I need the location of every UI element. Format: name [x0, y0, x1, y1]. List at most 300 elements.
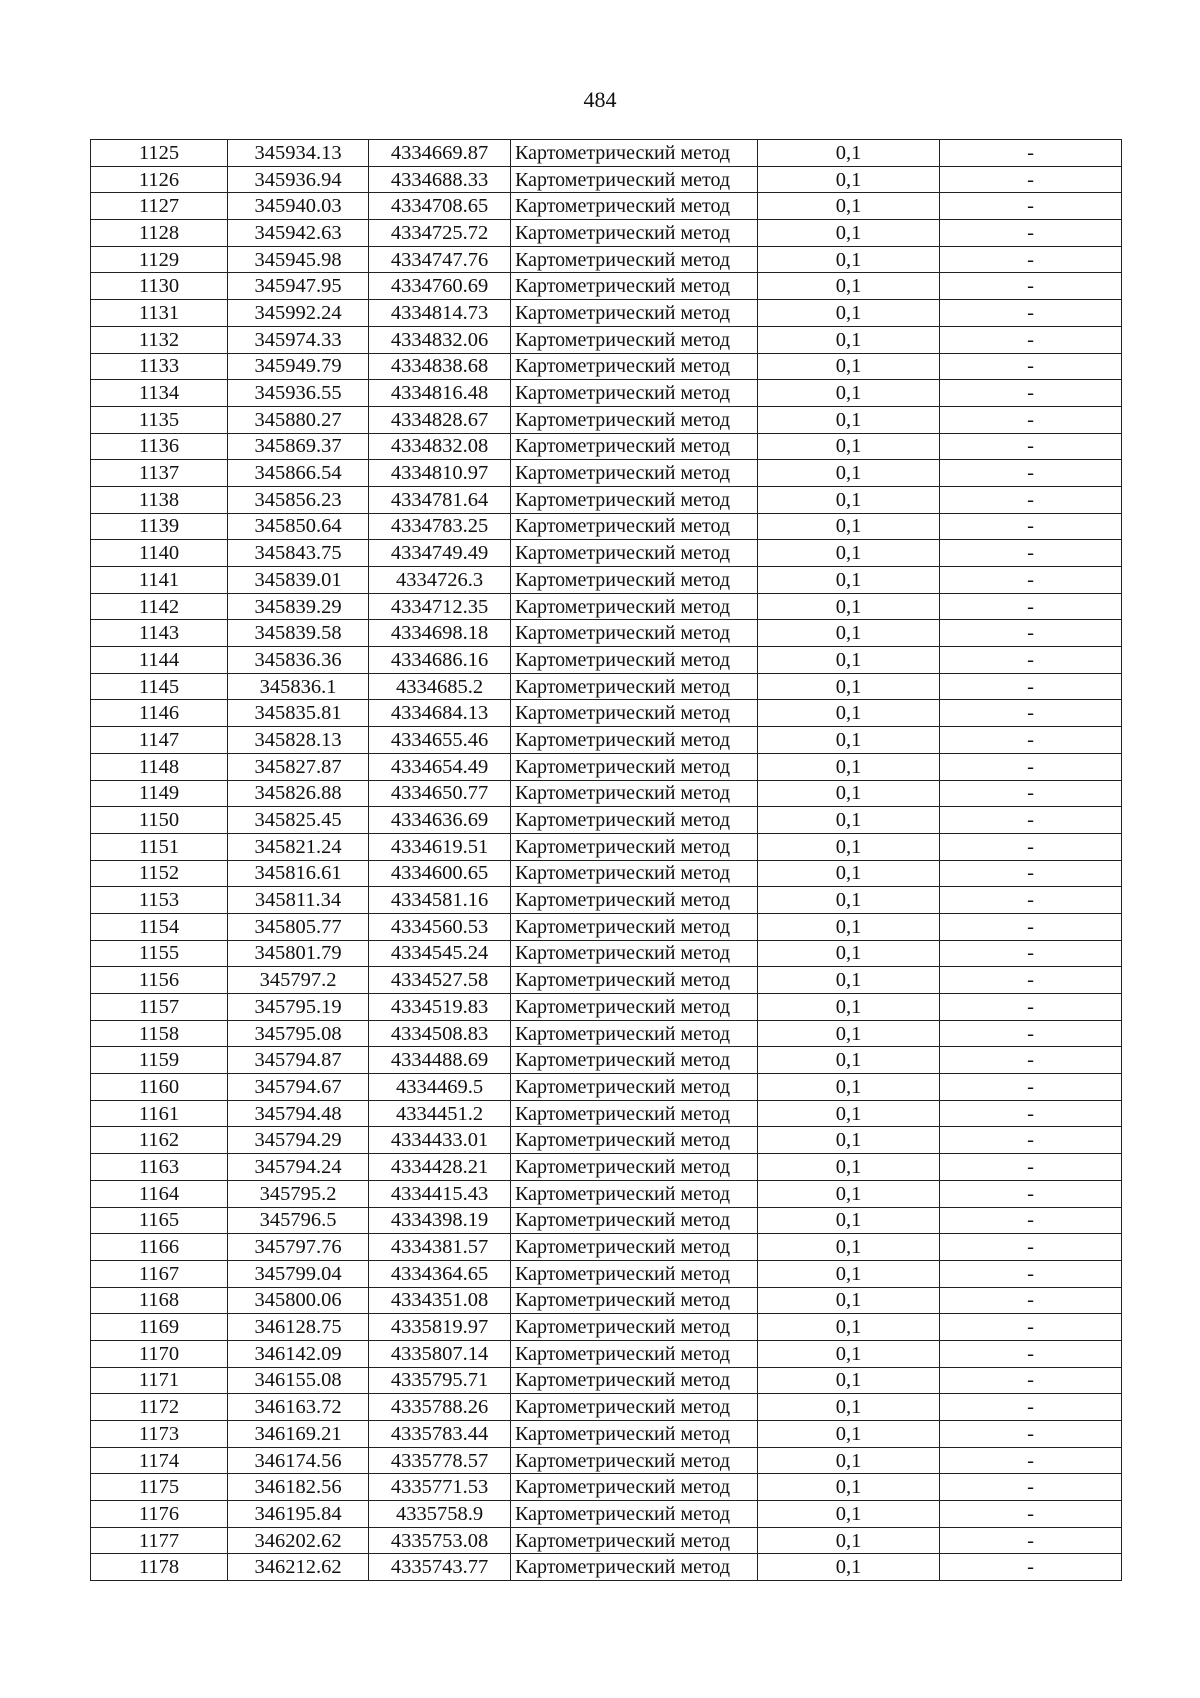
accuracy-cell: 0,1 [758, 1207, 940, 1234]
method-cell: Картометрический метод [511, 326, 758, 353]
y-coordinate-cell: 4334619.51 [369, 833, 511, 860]
x-coordinate-cell: 345947.95 [228, 273, 369, 300]
note-cell: - [940, 1394, 1122, 1421]
accuracy-cell: 0,1 [758, 1367, 940, 1394]
table-row [91, 753, 1122, 780]
accuracy-cell: 0,1 [758, 1020, 940, 1047]
accuracy-cell: 0,1 [758, 300, 940, 327]
method-cell: Картометрический метод [511, 300, 758, 327]
table-row [91, 1207, 1122, 1234]
table-row [91, 1554, 1122, 1581]
point-number-cell: 1169 [91, 1314, 228, 1341]
accuracy-cell: 0,1 [758, 220, 940, 247]
note-cell: - [940, 807, 1122, 834]
y-coordinate-cell: 4334469.5 [369, 1074, 511, 1101]
method-cell: Картометрический метод [511, 353, 758, 380]
accuracy-cell: 0,1 [758, 140, 940, 167]
point-number-cell: 1128 [91, 220, 228, 247]
accuracy-cell: 0,1 [758, 1154, 940, 1181]
accuracy-cell: 0,1 [758, 353, 940, 380]
note-cell: - [940, 460, 1122, 487]
x-coordinate-cell: 345794.87 [228, 1047, 369, 1074]
accuracy-cell: 0,1 [758, 273, 940, 300]
method-cell: Картометрический метод [511, 940, 758, 967]
note-cell: - [940, 753, 1122, 780]
point-number-cell: 1130 [91, 273, 228, 300]
point-number-cell: 1177 [91, 1527, 228, 1554]
note-cell: - [940, 1314, 1122, 1341]
point-number-cell: 1140 [91, 540, 228, 567]
method-cell: Картометрический метод [511, 1100, 758, 1127]
point-number-cell: 1172 [91, 1394, 228, 1421]
table-row [91, 486, 1122, 513]
accuracy-cell: 0,1 [758, 727, 940, 754]
x-coordinate-cell: 345856.23 [228, 486, 369, 513]
table-row [91, 620, 1122, 647]
accuracy-cell: 0,1 [758, 193, 940, 220]
note-cell: - [940, 1047, 1122, 1074]
y-coordinate-cell: 4334433.01 [369, 1127, 511, 1154]
y-coordinate-cell: 4334581.16 [369, 887, 511, 914]
table-row [91, 193, 1122, 220]
table-row [91, 1527, 1122, 1554]
point-number-cell: 1132 [91, 326, 228, 353]
x-coordinate-cell: 345835.81 [228, 700, 369, 727]
accuracy-cell: 0,1 [758, 593, 940, 620]
method-cell: Картометрический метод [511, 967, 758, 994]
table-row [91, 887, 1122, 914]
note-cell: - [940, 433, 1122, 460]
y-coordinate-cell: 4334749.49 [369, 540, 511, 567]
y-coordinate-cell: 4334398.19 [369, 1207, 511, 1234]
y-coordinate-cell: 4334364.65 [369, 1260, 511, 1287]
x-coordinate-cell: 345836.1 [228, 673, 369, 700]
y-coordinate-cell: 4334781.64 [369, 486, 511, 513]
table-row [91, 406, 1122, 433]
x-coordinate-cell: 345794.24 [228, 1154, 369, 1181]
y-coordinate-cell: 4334698.18 [369, 620, 511, 647]
x-coordinate-cell: 345796.5 [228, 1207, 369, 1234]
table-row [91, 326, 1122, 353]
y-coordinate-cell: 4334686.16 [369, 647, 511, 674]
method-cell: Картометрический метод [511, 406, 758, 433]
x-coordinate-cell: 345839.01 [228, 567, 369, 594]
table-row [91, 1447, 1122, 1474]
point-number-cell: 1157 [91, 994, 228, 1021]
accuracy-cell: 0,1 [758, 700, 940, 727]
method-cell: Картометрический метод [511, 220, 758, 247]
table-row [91, 807, 1122, 834]
table-row [91, 1340, 1122, 1367]
x-coordinate-cell: 346174.56 [228, 1447, 369, 1474]
accuracy-cell: 0,1 [758, 647, 940, 674]
point-number-cell: 1134 [91, 380, 228, 407]
note-cell: - [940, 1260, 1122, 1287]
point-number-cell: 1158 [91, 1020, 228, 1047]
accuracy-cell: 0,1 [758, 1554, 940, 1581]
accuracy-cell: 0,1 [758, 486, 940, 513]
x-coordinate-cell: 346163.72 [228, 1394, 369, 1421]
method-cell: Картометрический метод [511, 887, 758, 914]
x-coordinate-cell: 345797.76 [228, 1234, 369, 1261]
note-cell: - [940, 593, 1122, 620]
note-cell: - [940, 647, 1122, 674]
point-number-cell: 1142 [91, 593, 228, 620]
y-coordinate-cell: 4335771.53 [369, 1474, 511, 1501]
x-coordinate-cell: 345795.08 [228, 1020, 369, 1047]
method-cell: Картометрический метод [511, 913, 758, 940]
accuracy-cell: 0,1 [758, 967, 940, 994]
point-number-cell: 1145 [91, 673, 228, 700]
point-number-cell: 1178 [91, 1554, 228, 1581]
accuracy-cell: 0,1 [758, 753, 940, 780]
y-coordinate-cell: 4334527.58 [369, 967, 511, 994]
table-row [91, 1287, 1122, 1314]
y-coordinate-cell: 4334415.43 [369, 1180, 511, 1207]
y-coordinate-cell: 4334600.65 [369, 860, 511, 887]
point-number-cell: 1175 [91, 1474, 228, 1501]
accuracy-cell: 0,1 [758, 1527, 940, 1554]
y-coordinate-cell: 4334760.69 [369, 273, 511, 300]
point-number-cell: 1148 [91, 753, 228, 780]
method-cell: Картометрический метод [511, 780, 758, 807]
accuracy-cell: 0,1 [758, 940, 940, 967]
note-cell: - [940, 940, 1122, 967]
coordinates-table-body [91, 140, 1122, 1581]
y-coordinate-cell: 4335783.44 [369, 1421, 511, 1448]
x-coordinate-cell: 346142.09 [228, 1340, 369, 1367]
accuracy-cell: 0,1 [758, 833, 940, 860]
table-row [91, 1127, 1122, 1154]
y-coordinate-cell: 4335819.97 [369, 1314, 511, 1341]
point-number-cell: 1133 [91, 353, 228, 380]
accuracy-cell: 0,1 [758, 807, 940, 834]
point-number-cell: 1159 [91, 1047, 228, 1074]
method-cell: Картометрический метод [511, 1047, 758, 1074]
x-coordinate-cell: 345828.13 [228, 727, 369, 754]
y-coordinate-cell: 4334669.87 [369, 140, 511, 167]
x-coordinate-cell: 345843.75 [228, 540, 369, 567]
method-cell: Картометрический метод [511, 193, 758, 220]
y-coordinate-cell: 4334688.33 [369, 166, 511, 193]
y-coordinate-cell: 4334560.53 [369, 913, 511, 940]
method-cell: Картометрический метод [511, 273, 758, 300]
note-cell: - [940, 700, 1122, 727]
x-coordinate-cell: 345942.63 [228, 220, 369, 247]
table-row [91, 1234, 1122, 1261]
table-row [91, 647, 1122, 674]
note-cell: - [940, 540, 1122, 567]
accuracy-cell: 0,1 [758, 1260, 940, 1287]
table-row [91, 1260, 1122, 1287]
method-cell: Картометрический метод [511, 1340, 758, 1367]
method-cell: Картометрический метод [511, 700, 758, 727]
accuracy-cell: 0,1 [758, 1047, 940, 1074]
x-coordinate-cell: 345850.64 [228, 513, 369, 540]
accuracy-cell: 0,1 [758, 1447, 940, 1474]
x-coordinate-cell: 345825.45 [228, 807, 369, 834]
method-cell: Картометрический метод [511, 620, 758, 647]
table-row [91, 727, 1122, 754]
method-cell: Картометрический метод [511, 860, 758, 887]
table-row [91, 700, 1122, 727]
accuracy-cell: 0,1 [758, 1074, 940, 1101]
point-number-cell: 1137 [91, 460, 228, 487]
table-row [91, 940, 1122, 967]
y-coordinate-cell: 4334650.77 [369, 780, 511, 807]
point-number-cell: 1131 [91, 300, 228, 327]
table-row [91, 860, 1122, 887]
accuracy-cell: 0,1 [758, 406, 940, 433]
x-coordinate-cell: 345816.61 [228, 860, 369, 887]
method-cell: Картометрический метод [511, 1421, 758, 1448]
y-coordinate-cell: 4334814.73 [369, 300, 511, 327]
note-cell: - [940, 1020, 1122, 1047]
method-cell: Картометрический метод [511, 140, 758, 167]
note-cell: - [940, 513, 1122, 540]
table-row [91, 1394, 1122, 1421]
table-row [91, 1501, 1122, 1528]
point-number-cell: 1135 [91, 406, 228, 433]
method-cell: Картометрический метод [511, 1501, 758, 1528]
note-cell: - [940, 140, 1122, 167]
note-cell: - [940, 380, 1122, 407]
accuracy-cell: 0,1 [758, 513, 940, 540]
y-coordinate-cell: 4334725.72 [369, 220, 511, 247]
method-cell: Картометрический метод [511, 1447, 758, 1474]
y-coordinate-cell: 4334684.13 [369, 700, 511, 727]
x-coordinate-cell: 345794.48 [228, 1100, 369, 1127]
table-row [91, 673, 1122, 700]
point-number-cell: 1127 [91, 193, 228, 220]
accuracy-cell: 0,1 [758, 913, 940, 940]
y-coordinate-cell: 4334685.2 [369, 673, 511, 700]
table-row [91, 300, 1122, 327]
y-coordinate-cell: 4334381.57 [369, 1234, 511, 1261]
note-cell: - [940, 1340, 1122, 1367]
method-cell: Картометрический метод [511, 1527, 758, 1554]
table-row [91, 140, 1122, 167]
table-row [91, 1367, 1122, 1394]
method-cell: Картометрический метод [511, 1474, 758, 1501]
x-coordinate-cell: 345992.24 [228, 300, 369, 327]
y-coordinate-cell: 4335795.71 [369, 1367, 511, 1394]
method-cell: Картометрический метод [511, 1260, 758, 1287]
method-cell: Картометрический метод [511, 1554, 758, 1581]
table-row [91, 1154, 1122, 1181]
x-coordinate-cell: 345836.36 [228, 647, 369, 674]
note-cell: - [940, 1074, 1122, 1101]
note-cell: - [940, 673, 1122, 700]
note-cell: - [940, 1501, 1122, 1528]
point-number-cell: 1166 [91, 1234, 228, 1261]
note-cell: - [940, 1421, 1122, 1448]
x-coordinate-cell: 346182.56 [228, 1474, 369, 1501]
method-cell: Картометрический метод [511, 1367, 758, 1394]
method-cell: Картометрический метод [511, 647, 758, 674]
point-number-cell: 1126 [91, 166, 228, 193]
table-row [91, 1047, 1122, 1074]
x-coordinate-cell: 346202.62 [228, 1527, 369, 1554]
accuracy-cell: 0,1 [758, 780, 940, 807]
note-cell: - [940, 166, 1122, 193]
note-cell: - [940, 1100, 1122, 1127]
x-coordinate-cell: 346169.21 [228, 1421, 369, 1448]
table-row [91, 593, 1122, 620]
method-cell: Картометрический метод [511, 727, 758, 754]
x-coordinate-cell: 345934.13 [228, 140, 369, 167]
note-cell: - [940, 273, 1122, 300]
x-coordinate-cell: 345799.04 [228, 1260, 369, 1287]
table-row [91, 967, 1122, 994]
point-number-cell: 1147 [91, 727, 228, 754]
x-coordinate-cell: 345945.98 [228, 246, 369, 273]
accuracy-cell: 0,1 [758, 246, 940, 273]
accuracy-cell: 0,1 [758, 460, 940, 487]
point-number-cell: 1168 [91, 1287, 228, 1314]
method-cell: Картометрический метод [511, 593, 758, 620]
note-cell: - [940, 406, 1122, 433]
method-cell: Картометрический метод [511, 807, 758, 834]
point-number-cell: 1176 [91, 1501, 228, 1528]
method-cell: Картометрический метод [511, 1314, 758, 1341]
accuracy-cell: 0,1 [758, 1234, 940, 1261]
note-cell: - [940, 353, 1122, 380]
point-number-cell: 1156 [91, 967, 228, 994]
y-coordinate-cell: 4334451.2 [369, 1100, 511, 1127]
accuracy-cell: 0,1 [758, 433, 940, 460]
note-cell: - [940, 1127, 1122, 1154]
note-cell: - [940, 1527, 1122, 1554]
accuracy-cell: 0,1 [758, 1474, 940, 1501]
table-row [91, 833, 1122, 860]
y-coordinate-cell: 4334832.06 [369, 326, 511, 353]
y-coordinate-cell: 4334747.76 [369, 246, 511, 273]
y-coordinate-cell: 4334712.35 [369, 593, 511, 620]
point-number-cell: 1139 [91, 513, 228, 540]
method-cell: Картометрический метод [511, 246, 758, 273]
note-cell: - [940, 246, 1122, 273]
x-coordinate-cell: 345797.2 [228, 967, 369, 994]
note-cell: - [940, 193, 1122, 220]
x-coordinate-cell: 345880.27 [228, 406, 369, 433]
y-coordinate-cell: 4334351.08 [369, 1287, 511, 1314]
method-cell: Картометрический метод [511, 380, 758, 407]
note-cell: - [940, 1554, 1122, 1581]
accuracy-cell: 0,1 [758, 1394, 940, 1421]
accuracy-cell: 0,1 [758, 1340, 940, 1367]
table-row [91, 353, 1122, 380]
note-cell: - [940, 1474, 1122, 1501]
method-cell: Картометрический метод [511, 460, 758, 487]
y-coordinate-cell: 4335807.14 [369, 1340, 511, 1367]
point-number-cell: 1161 [91, 1100, 228, 1127]
y-coordinate-cell: 4334828.67 [369, 406, 511, 433]
x-coordinate-cell: 345936.55 [228, 380, 369, 407]
table-row [91, 780, 1122, 807]
accuracy-cell: 0,1 [758, 860, 940, 887]
accuracy-cell: 0,1 [758, 1501, 940, 1528]
accuracy-cell: 0,1 [758, 994, 940, 1021]
y-coordinate-cell: 4334783.25 [369, 513, 511, 540]
y-coordinate-cell: 4335758.9 [369, 1501, 511, 1528]
note-cell: - [940, 887, 1122, 914]
point-number-cell: 1129 [91, 246, 228, 273]
accuracy-cell: 0,1 [758, 1287, 940, 1314]
x-coordinate-cell: 345821.24 [228, 833, 369, 860]
accuracy-cell: 0,1 [758, 1314, 940, 1341]
note-cell: - [940, 913, 1122, 940]
note-cell: - [940, 620, 1122, 647]
note-cell: - [940, 833, 1122, 860]
accuracy-cell: 0,1 [758, 887, 940, 914]
note-cell: - [940, 1154, 1122, 1181]
accuracy-cell: 0,1 [758, 620, 940, 647]
note-cell: - [940, 967, 1122, 994]
table-row [91, 1020, 1122, 1047]
x-coordinate-cell: 345795.19 [228, 994, 369, 1021]
y-coordinate-cell: 4334636.69 [369, 807, 511, 834]
note-cell: - [940, 860, 1122, 887]
table-row [91, 433, 1122, 460]
method-cell: Картометрический метод [511, 1207, 758, 1234]
point-number-cell: 1155 [91, 940, 228, 967]
point-number-cell: 1149 [91, 780, 228, 807]
method-cell: Картометрический метод [511, 486, 758, 513]
accuracy-cell: 0,1 [758, 1127, 940, 1154]
note-cell: - [940, 1180, 1122, 1207]
table-row [91, 1074, 1122, 1101]
method-cell: Картометрический метод [511, 673, 758, 700]
table-row [91, 1314, 1122, 1341]
point-number-cell: 1162 [91, 1127, 228, 1154]
point-number-cell: 1167 [91, 1260, 228, 1287]
x-coordinate-cell: 346128.75 [228, 1314, 369, 1341]
table-row [91, 513, 1122, 540]
method-cell: Картометрический метод [511, 1287, 758, 1314]
x-coordinate-cell: 345949.79 [228, 353, 369, 380]
y-coordinate-cell: 4335778.57 [369, 1447, 511, 1474]
table-row [91, 380, 1122, 407]
point-number-cell: 1174 [91, 1447, 228, 1474]
note-cell: - [940, 1287, 1122, 1314]
table-row [91, 460, 1122, 487]
y-coordinate-cell: 4334654.49 [369, 753, 511, 780]
point-number-cell: 1170 [91, 1340, 228, 1367]
x-coordinate-cell: 345940.03 [228, 193, 369, 220]
x-coordinate-cell: 345800.06 [228, 1287, 369, 1314]
note-cell: - [940, 1234, 1122, 1261]
point-number-cell: 1152 [91, 860, 228, 887]
method-cell: Картометрический метод [511, 166, 758, 193]
note-cell: - [940, 300, 1122, 327]
note-cell: - [940, 780, 1122, 807]
x-coordinate-cell: 345827.87 [228, 753, 369, 780]
x-coordinate-cell: 346212.62 [228, 1554, 369, 1581]
method-cell: Картометрический метод [511, 513, 758, 540]
point-number-cell: 1143 [91, 620, 228, 647]
table-row [91, 1180, 1122, 1207]
y-coordinate-cell: 4334545.24 [369, 940, 511, 967]
note-cell: - [940, 994, 1122, 1021]
y-coordinate-cell: 4334428.21 [369, 1154, 511, 1181]
point-number-cell: 1138 [91, 486, 228, 513]
x-coordinate-cell: 345869.37 [228, 433, 369, 460]
table-row [91, 994, 1122, 1021]
x-coordinate-cell: 346155.08 [228, 1367, 369, 1394]
x-coordinate-cell: 345794.29 [228, 1127, 369, 1154]
y-coordinate-cell: 4334708.65 [369, 193, 511, 220]
